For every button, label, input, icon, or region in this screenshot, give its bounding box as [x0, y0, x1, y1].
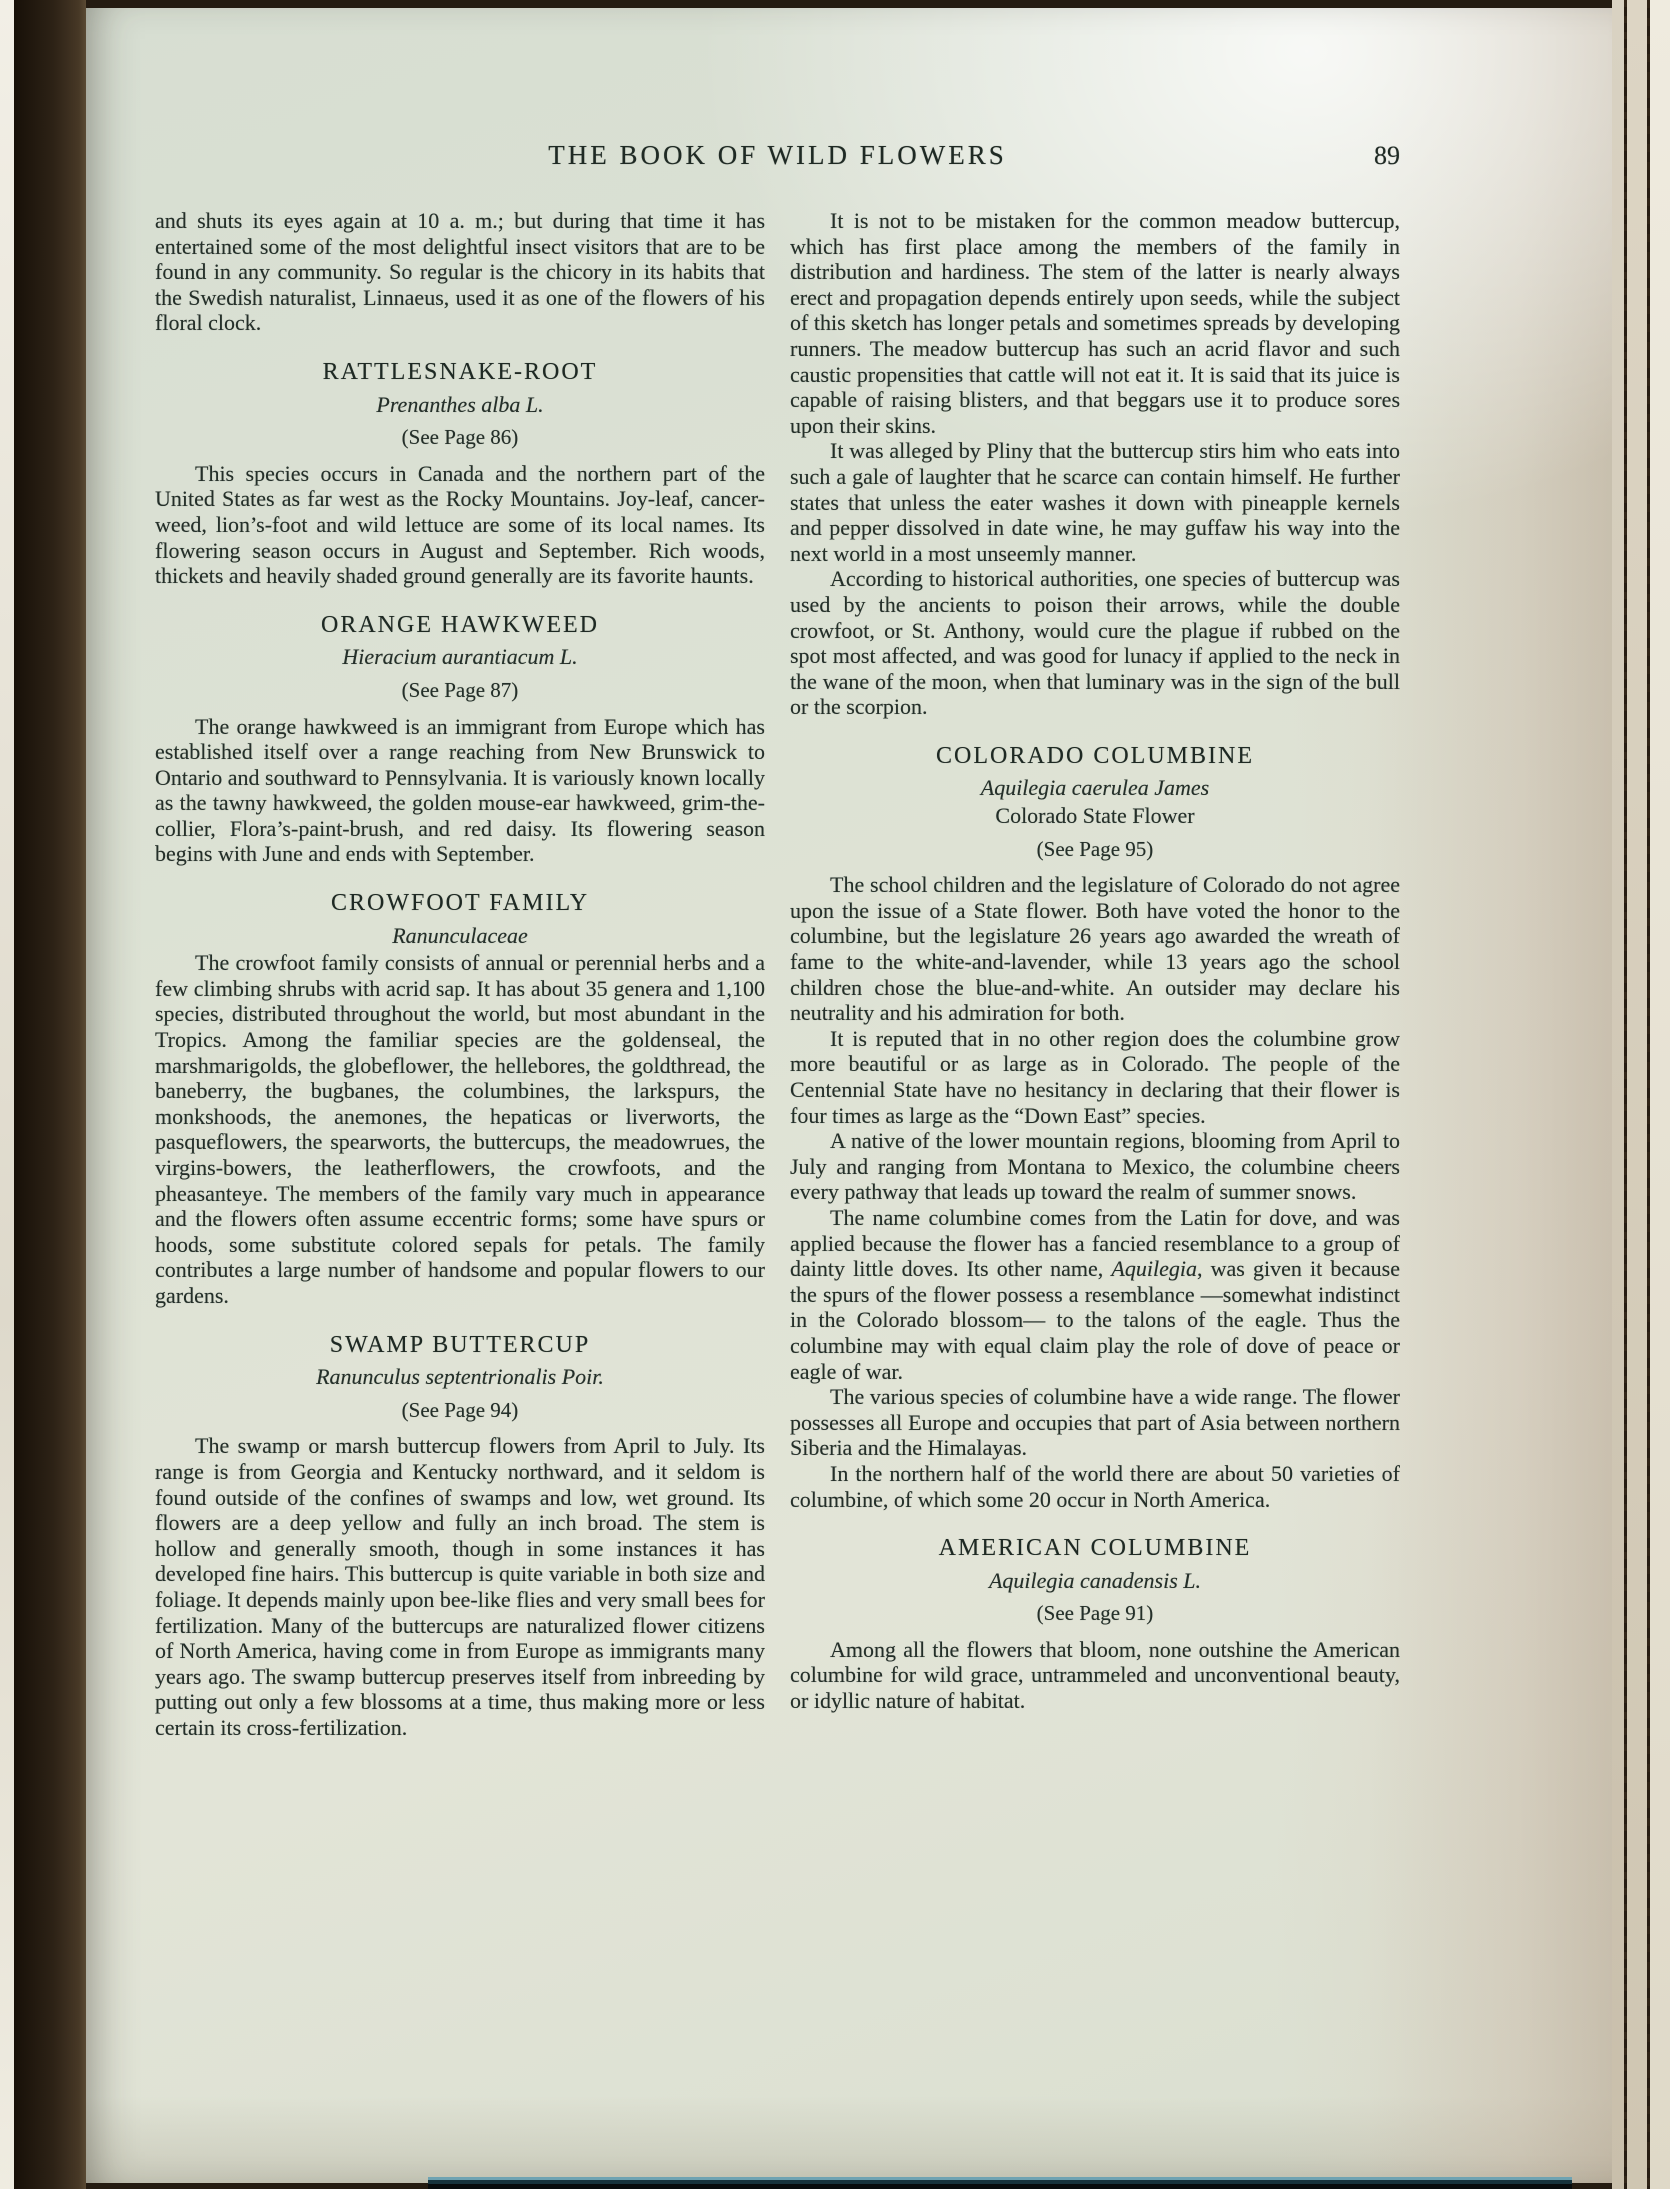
- page-reference: (See Page 95): [1036, 836, 1154, 861]
- section-heading: COLORADO COLUMBINE: [936, 742, 1254, 769]
- subtitle: Colorado State Flower: [995, 803, 1195, 829]
- species-name: Hieracium aurantiacum L.: [342, 644, 578, 670]
- species-name: Aquilegia caerulea James: [980, 775, 1210, 801]
- paragraph: The school children and the legislature of Colorado do not agree upon the issue of a State flower. Both have voted the honor to the columbine, but the legislature 26 years ago awarded the wreath of fame to the white-and-lavender, while 13 years ago the school children chose the blue-and-white. An outsider may declare his neutrality and his admiration for both.: [790, 872, 1400, 1026]
- page-reference: (See Page 91): [1036, 1601, 1154, 1626]
- paragraph: and shuts its eyes again at 10 a. m.; but during that time it has entertained some of the most delightful insect visitors that are to be found in any community. So regular is the chicory in its habits that the Swedish naturalist, Linnaeus, used it as one of the flowers of his floral clock.: [155, 208, 765, 336]
- species-name: Ranunculus septentrionalis Poir.: [316, 1364, 604, 1390]
- species-name: Prenanthes alba L.: [376, 391, 544, 417]
- page-fore-edge: [1627, 0, 1647, 2189]
- running-header: [155, 140, 1400, 171]
- book-page: [86, 8, 1612, 2183]
- species-name: Aquilegia canadensis L.: [988, 1567, 1202, 1593]
- paragraph: The swamp or marsh buttercup flowers from April to July. Its range is from Georgia and Kentucky northward, and it seldom is found outside of the confines of swamps and low, wet ground. Its flowers are a deep yellow and fully an inch broad. The stem is hollow and generally smooth, though in some instances it has developed fine hairs. This buttercup is quite variable in both size and foliage. It depends mainly upon bee-like flies and very small bees for fertilization. Many of the buttercups are naturalized flower citizens of North America, having come in from Europe as immigrants many years ago. The swamp buttercup preserves itself from inbreeding by putting out only a few blossoms at a time, thus making more or less certain its cross-fertilization.: [155, 1433, 765, 1740]
- genus-name-italic: Aquilegia: [1111, 1256, 1197, 1282]
- paragraph: It is reputed that in no other region does the columbine grow more beautiful or as large as in Colorado. The people of the Centennial State have no hesitancy in declaring that their flower is four times as large as the “Down East” species.: [790, 1025, 1400, 1128]
- book-binding-shadow: [14, 0, 86, 2189]
- paragraph: [790, 1205, 1400, 1384]
- text-run: , was given it because the spurs of the flower possess a resemblance —somewhat indistinct in the Colorado blossom— to the talons of the eagle. Thus the columbine may with equal claim play the role of dove of peace or eagle of war.: [790, 1256, 1400, 1384]
- section-heading: RATTLESNAKE-ROOT: [322, 358, 598, 385]
- table-surface-edge: [428, 2177, 1572, 2189]
- page-reference: (See Page 87): [401, 677, 519, 702]
- paragraph: The crowfoot family consists of annual or perennial herbs and a few climbing shrubs with acrid sap. It has about 35 genera and 1,100 species, distributed throughout the world, but most abundant in the Tropics. Among the familiar species are the goldenseal, the marshmarigolds, the globeflower, the hellebores, the goldthread, the baneberry, the bugbanes, the columbines, the larkspurs, the monkshoods, the anemones, the hepaticas or liverworts, the pasqueflowers, the spearworts, the buttercups, the meadowrues, the virgins-bowers, the leatherflowers, the crowfoots, and the pheasanteye. The members of the family vary much in appearance and the flowers often assume eccentric forms; some have spurs or hoods, some substitute colored sepals for petals. The family contributes a large number of handsome and popular flowers to our gardens.: [155, 950, 765, 1308]
- section-heading: ORANGE HAWKWEED: [320, 611, 600, 638]
- page-reference: (See Page 86): [401, 425, 519, 450]
- page-fore-edge: [1612, 0, 1624, 2189]
- section-heading: AMERICAN COLUMBINE: [938, 1535, 1252, 1562]
- text-run: The name columbine comes from the Latin for dove, and was applied because the flower has a fancied resemblance to a group of dainty little doves. Its other name,: [790, 1204, 1400, 1282]
- paragraph: In the northern half of the world there are about 50 varieties of columbine, of which some 20 occur in North America.: [790, 1460, 1400, 1512]
- page-reference: (See Page 94): [401, 1397, 519, 1422]
- paragraph: It was alleged by Pliny that the buttercup stirs him who eats into such a gale of laughter that he scarce can contain himself. He further states that unless the eater washes it down with pineapple kernels and pepper dissolved in date wine, he may guffaw his way into the next world in a most unseemly manner.: [790, 438, 1400, 566]
- section-heading: CROWFOOT FAMILY: [330, 890, 590, 917]
- text-column-left: [155, 208, 765, 2038]
- page-title: THE BOOK OF WILD FLOWERS: [548, 140, 1007, 170]
- text-column-right: [790, 208, 1400, 2038]
- paragraph: The orange hawkweed is an immigrant from Europe which has established itself over a range reaching from New Brunswick to Ontario and southward to Pennsylvania. It is variously known locally as the tawny hawkweed, the golden mouse-ear hawkweed, grim-the-collier, Flora’s-paint-brush, and red daisy. Its flowering season begins with June and ends with September.: [155, 713, 765, 867]
- paragraph: It is not to be mistaken for the common meadow buttercup, which has first place among the members of the family in distribution and hardiness. The stem of the latter is nearly always erect and propagation depends entirely upon seeds, while the subject of this sketch has longer petals and sometimes spreads by developing runners. The meadow buttercup has such an acrid flavor and such caustic propensities that cattle will not eat it. It is said that its juice is capable of raising blisters, and that beggars use it to produce sores upon their skins.: [790, 208, 1400, 438]
- paragraph: The various species of columbine have a wide range. The flower possesses all Europe and occupies that part of Asia between northern Siberia and the Himalayas.: [790, 1384, 1400, 1461]
- paragraph: A native of the lower mountain regions, blooming from April to July and ranging from Montana to Mexico, the columbine cheers every pathway that leads up toward the realm of summer snows.: [790, 1128, 1400, 1205]
- section-heading: SWAMP BUTTERCUP: [329, 1331, 591, 1358]
- page-fore-edge: [1650, 0, 1670, 2189]
- scan-left-white-edge: [0, 0, 14, 2189]
- paragraph: According to historical authorities, one species of buttercup was used by the ancients to poison their arrows, while the double crowfoot, or St. Anthony, would cure the plague if rubbed on the spot most affected, and was good for lunacy if applied to the neck in the wane of the moon, when that luminary was in the sign of the bull or the scorpion.: [790, 566, 1400, 720]
- paragraph: Among all the flowers that bloom, none outshine the American columbine for wild grace, untrammeled and unconventional beauty, or idyllic nature of habitat.: [790, 1636, 1400, 1714]
- paragraph: This species occurs in Canada and the northern part of the United States as far west as the Rocky Mountains. Joy-leaf, cancer-weed, lion’s-foot and wild lettuce are some of its local names. Its flowering season occurs in August and September. Rich woods, thickets and heavily shaded ground generally are its favorite haunts.: [155, 460, 765, 589]
- species-name: Ranunculaceae: [392, 922, 528, 948]
- page-number: 89: [1374, 141, 1400, 170]
